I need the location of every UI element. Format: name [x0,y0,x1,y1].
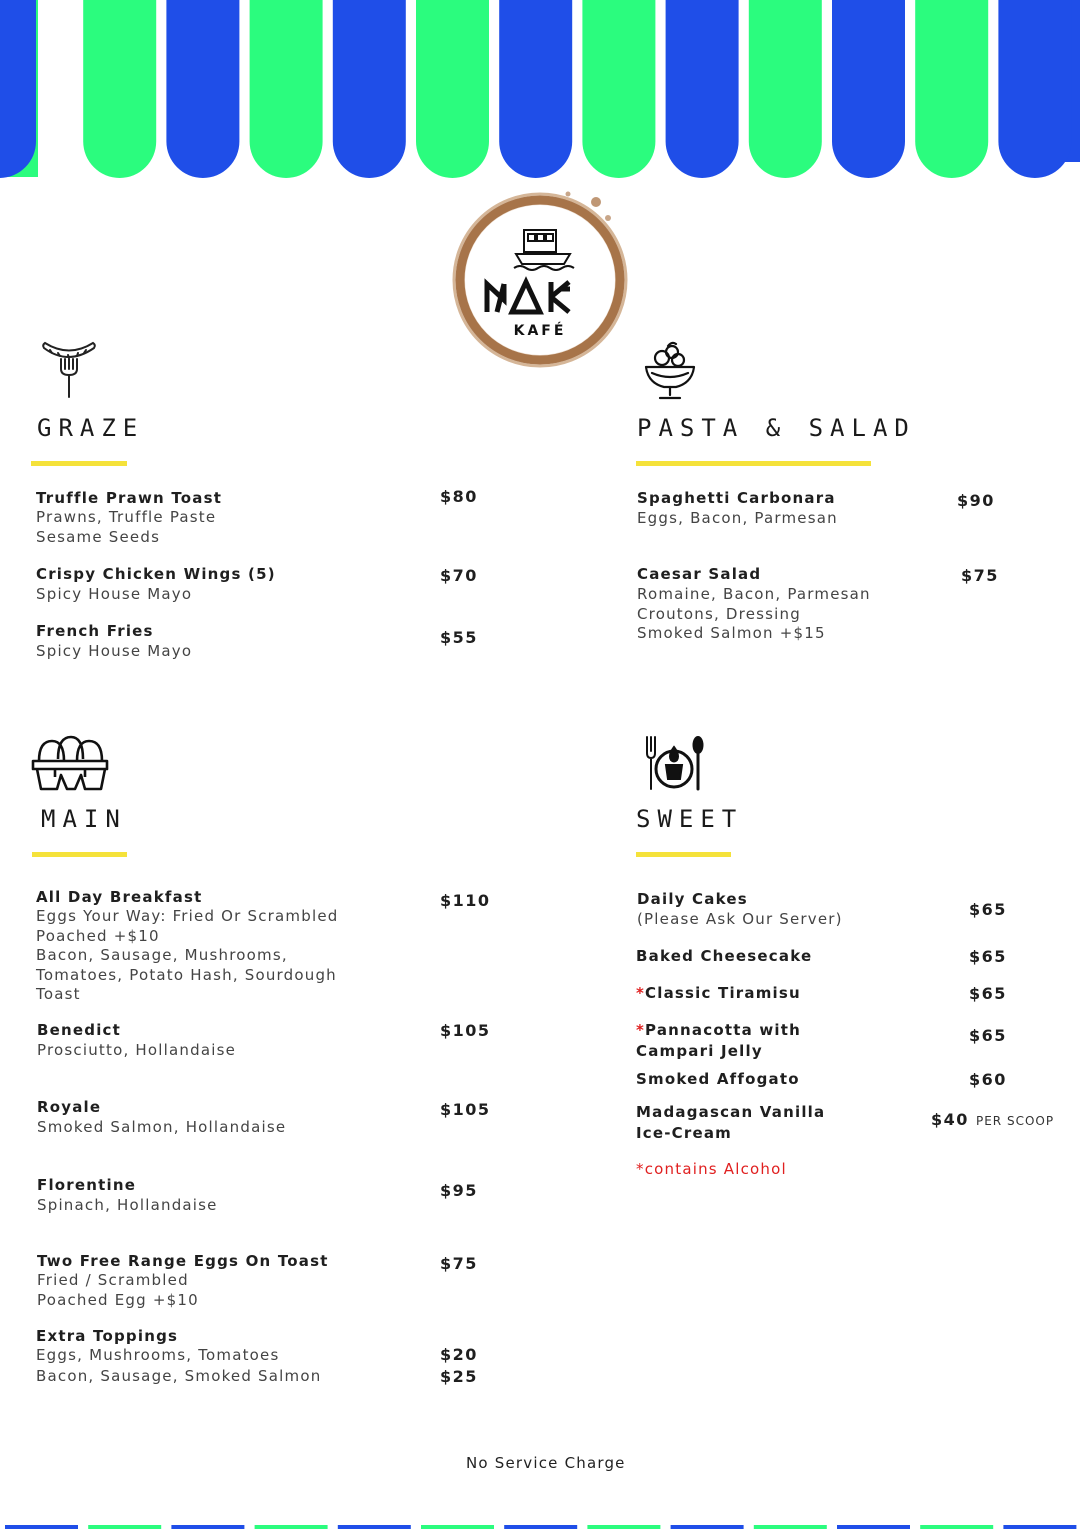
per-scoop-label: PER SCOOP [975,1114,1055,1128]
awning-stripe [333,0,406,178]
bottom-stripe [171,1525,244,1529]
main-item-desc: Eggs Your Way: Fried Or Scrambled Poached +$10 Bacon, Sausage, Mushrooms, Tomatoes, Potato Hash, Sourdough Toast [36,907,339,1003]
graze-item-name: Truffle Prawn Toast [36,489,223,507]
bottom-stripe [837,1525,910,1529]
main-item-price: $105 [440,1100,491,1119]
graze-item-desc: Spicy House Mayo [36,585,193,603]
pasta-item-price: $75 [961,566,999,585]
main-item-price: $25 [440,1367,478,1386]
pasta-title: PASTA & SALAD [637,414,916,442]
awning-stripe [83,0,156,178]
awning-stripe [166,0,239,178]
main-item-name: Benedict [37,1021,121,1039]
awning-stripe [250,0,323,178]
graze-item-price: $55 [440,628,478,647]
alcohol-note: *contains Alcohol [636,1160,787,1178]
awning-stripe [0,0,36,178]
egg-carton-icon [31,735,109,793]
main-item-name: Florentine [37,1176,137,1194]
bottom-stripe [671,1525,744,1529]
sweet-item-price: $65 [969,900,1007,919]
main-item-price: $110 [440,891,491,910]
main-item-desc: Spinach, Hollandaise [37,1196,218,1214]
graze-title: GRAZE [37,414,145,442]
awning-stripes [0,0,1080,180]
alcohol-star: * [636,1021,646,1039]
sweet-item-name: Daily Cakes [637,890,748,908]
sweet-item-name: *Classic Tiramisu [636,984,801,1002]
main-item-price: $95 [440,1181,478,1200]
graze-item-price: $80 [440,487,478,506]
logo [448,188,632,372]
graze-item-name: Crispy Chicken Wings (5) [36,565,276,583]
graze-item-name: French Fries [36,622,154,640]
awning-stripe [749,0,822,178]
bottom-stripes [0,1525,1080,1529]
graze-item-desc: Prawns, Truffle Paste Sesame Seeds [36,508,217,546]
alcohol-star: * [636,984,646,1002]
main-item-desc: Eggs, Mushrooms, Tomatoes Bacon, Sausage, Smoked Salmon [36,1346,322,1385]
pasta-item-price: $90 [957,491,995,510]
sweet-item-name: Smoked Affogato [636,1070,800,1088]
main-item-name: Two Free Range Eggs On Toast [37,1252,329,1270]
main-item-price: $75 [440,1254,478,1273]
bottom-stripe [504,1525,577,1529]
sweet-title: SWEET [636,805,744,833]
main-item-desc: Prosciutto, Hollandaise [37,1041,237,1059]
sweet-item-name: *Pannacotta with Campari Jelly [636,1021,801,1060]
graze-underline [31,461,127,466]
pasta-item-desc: Romaine, Bacon, Parmesan Croutons, Dressing Smoked Salmon +$15 [637,585,871,642]
sweet-item-price: $65 [969,947,1007,966]
bottom-stripe [88,1525,161,1529]
awning-stripe [915,0,988,178]
pasta-item-name: Spaghetti Carbonara [637,489,836,507]
graze-item-price: $70 [440,566,478,585]
main-item-price: $20 [440,1345,478,1364]
main-item-desc: Fried / Scrambled Poached Egg +$10 [37,1271,199,1309]
logo-subtitle: KAFÉ [513,323,567,339]
bottom-stripe [255,1525,328,1529]
bottom-stripe [587,1525,660,1529]
sweet-item-price: $40 PER SCOOP [931,1110,1055,1129]
sweet-item-name: Madagascan Vanilla Ice-Cream [636,1103,826,1142]
main-title: MAIN [41,805,127,833]
bottom-stripe [1003,1525,1076,1529]
sweet-item-price: $60 [969,1070,1007,1089]
sweet-item-price: $65 [969,984,1007,1003]
service-charge-note: No Service Charge [466,1454,626,1472]
dessert-cutlery-icon [643,735,705,791]
awning-stripe [998,0,1071,178]
sweet-item-name: Baked Cheesecake [636,947,813,965]
pasta-underline [636,461,871,466]
awning-stripe [416,0,489,178]
sweet-item-desc: (Please Ask Our Server) [637,910,843,928]
main-item-price: $105 [440,1021,491,1040]
sweet-underline [636,852,731,857]
main-item-name: Extra Toppings [36,1327,179,1345]
graze-item-desc: Spicy House Mayo [36,642,193,660]
awning-stripe [499,0,572,178]
main-item-name: All Day Breakfast [36,888,203,906]
sweet-item-price: $65 [969,1026,1007,1045]
bottom-stripe [421,1525,494,1529]
sausage-fork-icon [38,340,100,402]
awning-stripe [582,0,655,178]
awning-stripe [832,0,905,178]
main-item-name: Royale [37,1098,102,1116]
pasta-item-desc: Eggs, Bacon, Parmesan [637,509,838,527]
main-item-desc: Smoked Salmon, Hollandaise [37,1118,287,1136]
bottom-stripe [5,1525,78,1529]
bottom-stripe [754,1525,827,1529]
main-underline [32,852,127,857]
salad-bowl-icon [642,340,698,406]
pasta-item-name: Caesar Salad [637,565,762,583]
bottom-stripe [920,1525,993,1529]
bottom-stripe [338,1525,411,1529]
awning-stripe [666,0,739,178]
logo-badge [448,188,632,372]
